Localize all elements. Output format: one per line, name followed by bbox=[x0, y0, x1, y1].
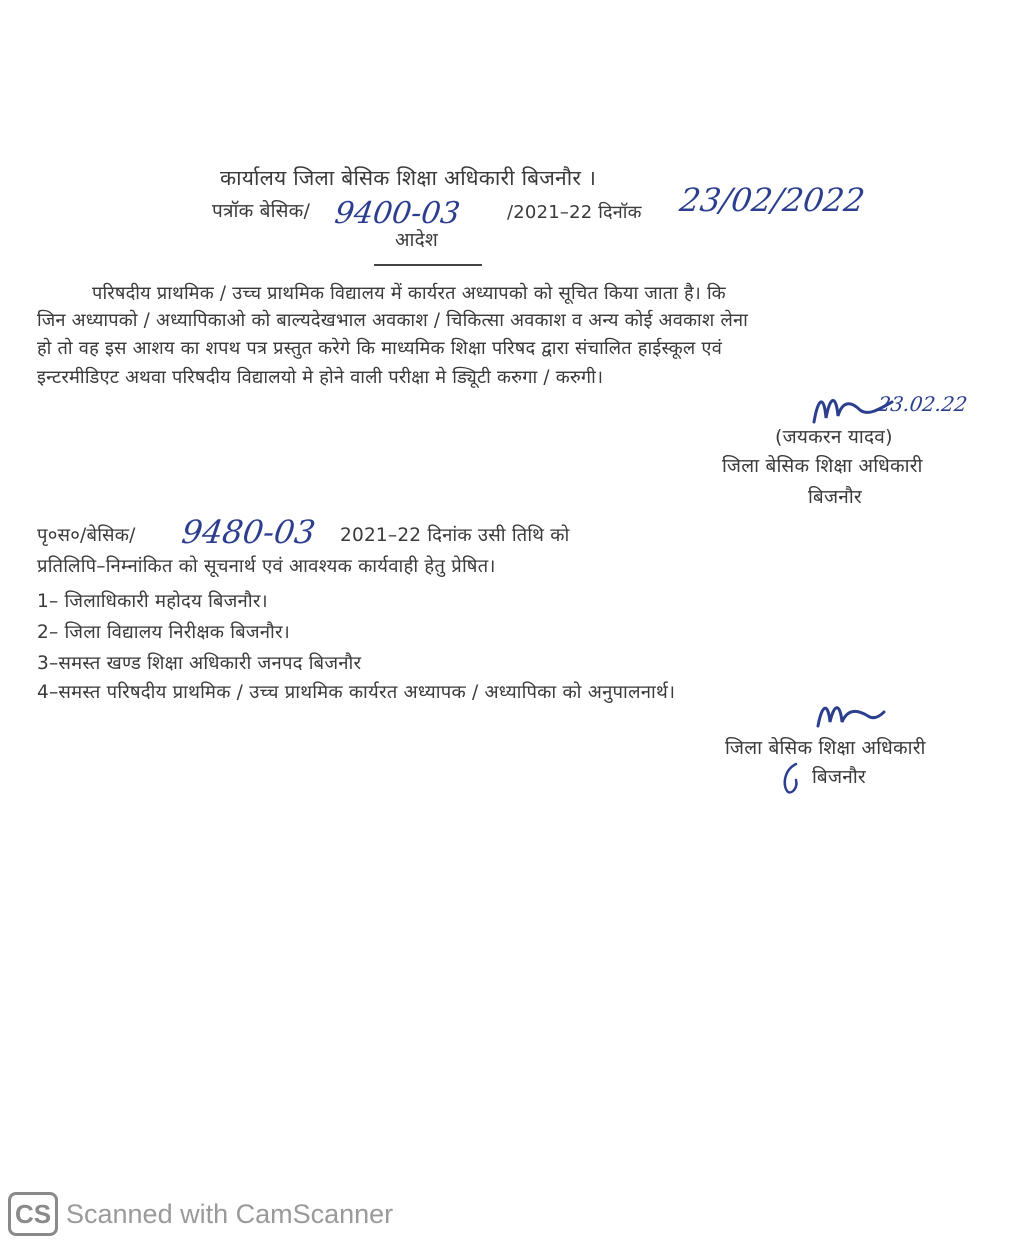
copy-ref-prefix: पृ०स०/बेसिक/ bbox=[37, 525, 136, 546]
copy-item-1: 1– जिलाधिकारी महोदय बिजनौर। bbox=[37, 591, 268, 612]
ref-number-handwritten: 9400-03 bbox=[332, 196, 463, 231]
officer-name: (जयकरन यादव) bbox=[775, 426, 893, 448]
camscanner-text: Scanned with CamScanner bbox=[66, 1198, 394, 1229]
copy-ref-suffix: 2021–22 दिनांक उसी तिथि को bbox=[340, 525, 570, 546]
body-line-1: परिषदीय प्राथमिक / उच्च प्राथमिक विद्यालय में कार्यरत अध्यापको को सूचित किया जाता है। कि bbox=[92, 283, 726, 304]
signature-date-1: 23.02.22 bbox=[876, 392, 969, 416]
ref-prefix: पत्रॉक बेसिक/ bbox=[212, 200, 311, 222]
order-title: आदेश bbox=[395, 229, 439, 251]
officer-signature-2 bbox=[812, 696, 887, 732]
camscanner-logo: CS bbox=[8, 1192, 58, 1236]
title-underline bbox=[374, 264, 482, 266]
initial-flourish bbox=[778, 760, 806, 796]
copy-item-2: 2– जिला विद्यालय निरीक्षक बिजनौर। bbox=[37, 622, 291, 643]
date-handwritten: 23/02/2022 bbox=[677, 181, 868, 219]
copy-intro: प्रतिलिपि–निम्नांकित को सूचनार्थ एवं आवश्यक कार्यवाही हेतु प्रेषित। bbox=[37, 556, 496, 577]
body-line-4: इन्टरमीडिएट अथवा परिषदीय विद्यालयो मे होने वाली परीक्षा मे ड्यिूटी करुगा / करुगी। bbox=[37, 367, 604, 388]
officer-designation-1: जिला बेसिक शिक्षा अधिकारी bbox=[722, 455, 923, 477]
copy-ref-number-handwritten: 9480-03 bbox=[179, 513, 318, 551]
office-heading: कार्यालय जिला बेसिक शिक्षा अधिकारी बिजनौर । bbox=[220, 166, 597, 190]
body-line-3: हो तो वह इस आशय का शपथ पत्र प्रस्तुत करेगे कि माध्यमिक शिक्षा परिषद द्वारा संचालित हाईस्कूल एवं bbox=[37, 338, 723, 359]
officer-place-1: बिजनौर bbox=[808, 486, 862, 508]
officer-designation-2: जिला बेसिक शिक्षा अधिकारी bbox=[725, 737, 926, 759]
officer-place-2: बिजनौर bbox=[812, 766, 866, 788]
copy-item-4: 4–समस्त परिषदीय प्राथमिक / उच्च प्राथमिक कार्यरत अध्यापक / अध्यापिका को अनुपालनार्थ। bbox=[37, 682, 676, 703]
copy-item-3: 3–समस्त खण्ड शिक्षा अधिकारी जनपद बिजनौर bbox=[37, 653, 362, 674]
body-line-2: जिन अध्यापको / अध्यापिकाओ को बाल्यदेखभाल अवकाश / चिकित्सा अवकाश व अन्य कोई अवकाश लेना bbox=[37, 310, 748, 331]
camscanner-watermark bbox=[8, 1188, 393, 1240]
ref-year: /2021–22 दिनॉक bbox=[507, 202, 642, 223]
